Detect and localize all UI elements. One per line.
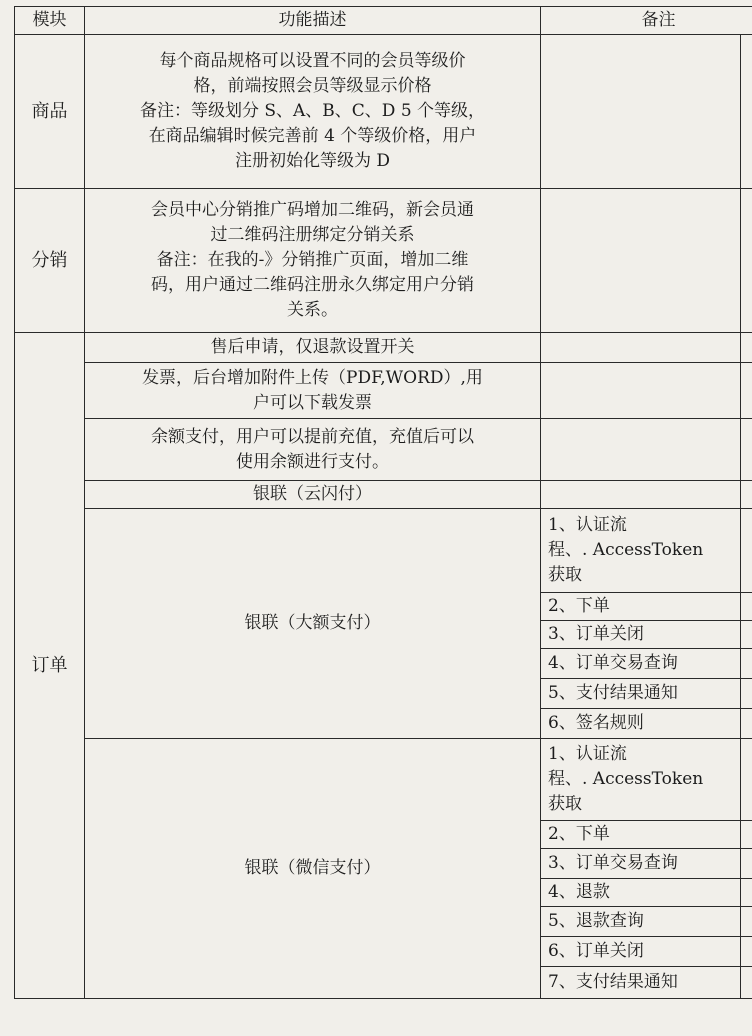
distribution-description — [85, 189, 541, 333]
distribution-note — [541, 189, 741, 333]
product-extra — [741, 35, 752, 189]
unionpay-cloud-extra — [741, 481, 752, 509]
module-distribution: 分销 — [15, 189, 85, 333]
wechat-step-1-row — [15, 739, 752, 821]
large-step-5: 5、支付结果通知 — [541, 679, 741, 709]
wechat-step-2-extra — [741, 821, 752, 849]
unionpay-cloud-note — [541, 481, 741, 509]
distribution-extra — [741, 189, 752, 333]
header-row — [15, 7, 752, 35]
distribution-line-2: 过二维码注册绑定分销关系 — [210, 225, 415, 245]
wechat-step-1-extra — [741, 739, 752, 821]
order-after-sale-row — [15, 333, 752, 363]
wechat-step-4: 4、退款 — [541, 879, 741, 907]
module-order: 订单 — [15, 333, 85, 999]
balance-extra — [741, 419, 752, 481]
large-step-1-line-1: 1、认证流 — [548, 515, 627, 535]
product-description — [85, 35, 541, 189]
order-balance-row — [15, 419, 752, 481]
wechat-step-1-line-1: 1、认证流 — [548, 744, 627, 764]
large-step-4: 4、订单交易查询 — [541, 649, 741, 679]
header-module: 模块 — [15, 7, 85, 35]
large-step-4-extra — [741, 649, 752, 679]
wechat-step-3: 3、订单交易查询 — [541, 849, 741, 879]
wechat-step-5: 5、退款查询 — [541, 907, 741, 937]
wechat-step-6-extra — [741, 937, 752, 967]
balance-note — [541, 419, 741, 481]
distribution-line-1: 会员中心分销推广码增加二维码，新会员通 — [151, 200, 474, 220]
order-after-sale: 售后申请，仅退款设置开关 — [85, 333, 541, 363]
order-unionpay-wechat: 银联（微信支付） — [85, 739, 541, 999]
order-unionpay-large: 银联（大额支付） — [85, 509, 541, 739]
balance-line-2: 使用余额进行支付。 — [236, 451, 389, 472]
wechat-step-1-line-3: 获取 — [548, 794, 582, 814]
large-step-6: 6、签名规则 — [541, 709, 741, 739]
distribution-row — [15, 189, 752, 333]
product-line-1: 每个商品规格可以设置不同的会员等级价 — [159, 51, 466, 71]
large-step-1-line-3: 获取 — [548, 565, 582, 585]
wechat-step-7: 7、支付结果通知 — [541, 967, 741, 999]
invoice-line-1: 发票，后台增加附件上传（PDF,WORD）,用 — [142, 367, 483, 388]
invoice-note — [541, 363, 741, 419]
large-step-2: 2、下单 — [541, 593, 741, 621]
wechat-step-1 — [541, 739, 741, 821]
large-step-5-extra — [741, 679, 752, 709]
order-unionpay-cloud-row — [15, 481, 752, 509]
balance-line-1: 余额支付，用户可以提前充值，充值后可以 — [151, 426, 474, 447]
after-sale-extra — [741, 333, 752, 363]
invoice-line-2: 户可以下载发票 — [253, 392, 372, 413]
large-step-1 — [541, 509, 741, 593]
product-line-2: 格，前端按照会员等级显示价格 — [193, 76, 432, 96]
order-balance — [85, 419, 541, 481]
order-unionpay-cloud: 银联（云闪付） — [85, 481, 541, 509]
order-invoice-row — [15, 363, 752, 419]
product-note — [541, 35, 741, 189]
large-step-2-extra — [741, 593, 752, 621]
large-step-1-line-2: 程、. AccessToken — [548, 540, 704, 560]
product-row — [15, 35, 752, 189]
distribution-line-4: 码，用户通过二维码注册永久绑定用户分销 — [151, 275, 474, 295]
large-step-1-extra — [741, 509, 752, 593]
wechat-step-7-extra — [741, 967, 752, 999]
product-line-5: 注册初始化等级为 D — [234, 151, 391, 171]
product-line-3: 备注：等级划分 S、A、B、C、D 5 个等级， — [139, 101, 486, 121]
wechat-step-6: 6、订单关闭 — [541, 937, 741, 967]
header-function: 功能描述 — [85, 7, 541, 35]
requirements-table — [14, 6, 752, 999]
large-step-1-row — [15, 509, 752, 593]
wechat-step-1-line-2: 程、. AccessToken — [548, 769, 704, 789]
wechat-step-2: 2、下单 — [541, 821, 741, 849]
product-line-4: 在商品编辑时候完善前 4 个等级价格，用户 — [148, 126, 477, 146]
distribution-line-5: 关系。 — [287, 300, 338, 320]
order-invoice — [85, 363, 541, 419]
distribution-line-3: 备注：在我的-》分销推广页面，增加二维 — [156, 250, 469, 270]
after-sale-note — [541, 333, 741, 363]
large-step-6-extra — [741, 709, 752, 739]
header-note: 备注 — [541, 7, 752, 35]
wechat-step-5-extra — [741, 907, 752, 937]
module-product: 商品 — [15, 35, 85, 189]
large-step-3-extra — [741, 621, 752, 649]
wechat-step-4-extra — [741, 879, 752, 907]
wechat-step-3-extra — [741, 849, 752, 879]
large-step-3: 3、订单关闭 — [541, 621, 741, 649]
invoice-extra — [741, 363, 752, 419]
